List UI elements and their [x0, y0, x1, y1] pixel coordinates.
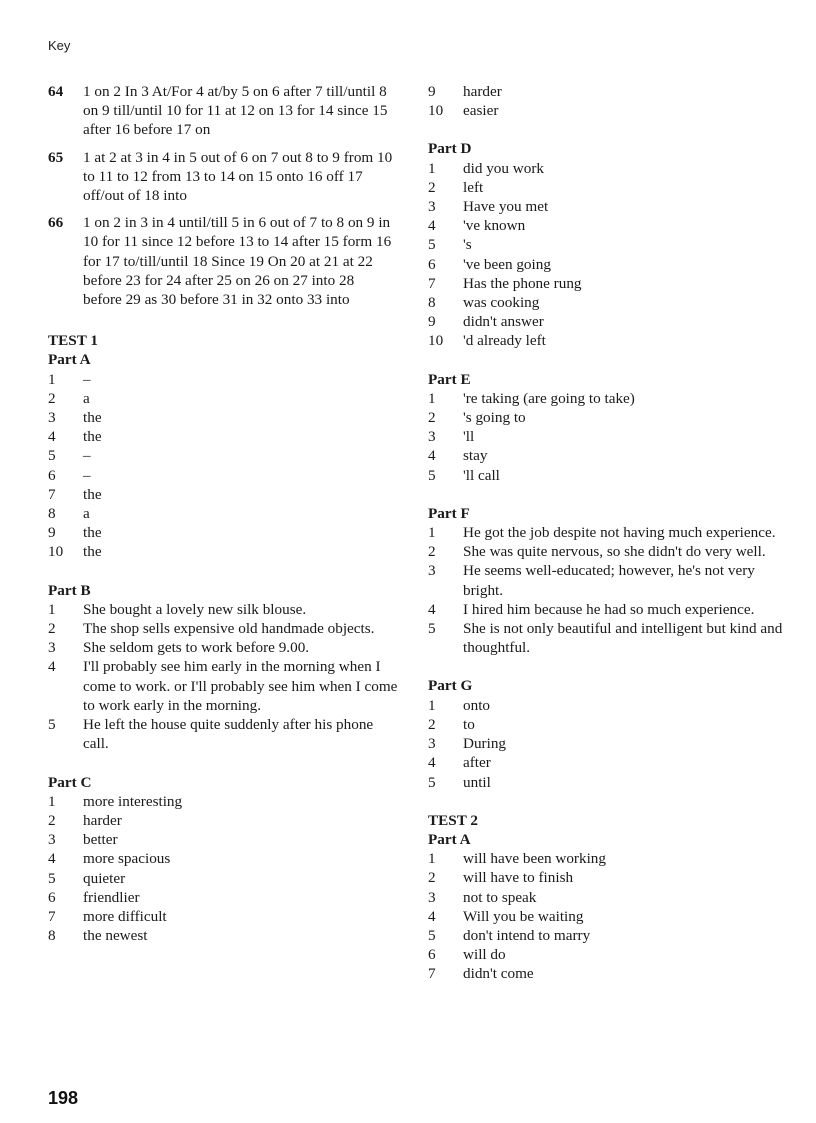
part-title: Part A [428, 830, 471, 848]
item-answer: 're taking (are going to take) [463, 389, 635, 407]
list-item [428, 868, 788, 887]
list-item [428, 600, 788, 619]
list-item [48, 715, 398, 753]
exercise-66 [48, 213, 398, 309]
item-answer: a [83, 389, 90, 407]
item-number: 3 [428, 198, 436, 216]
part-title: Part D [428, 140, 472, 158]
item-answer: didn't come [463, 965, 534, 983]
item-answer: During [463, 735, 507, 753]
item-answer: – [83, 466, 91, 484]
exercise-64 [48, 82, 398, 140]
list-item [48, 370, 398, 389]
item-answer: better [83, 831, 118, 849]
list-item [428, 734, 788, 753]
item-number: 4 [428, 600, 436, 618]
list-item [48, 504, 398, 523]
item-number: 4 [48, 658, 56, 676]
list-item [48, 811, 398, 830]
right-column [428, 82, 788, 1003]
item-number: 3 [428, 562, 436, 580]
list-item [428, 523, 788, 542]
item-number: 3 [428, 735, 436, 753]
test1-part-d [428, 139, 788, 350]
test1-part-f [428, 504, 788, 658]
list-item [48, 408, 398, 427]
list-item [48, 792, 398, 811]
test2-part-a [428, 830, 788, 984]
item-number: 4 [428, 217, 436, 235]
item-number: 1 [48, 600, 56, 618]
item-answer: to [463, 715, 475, 733]
list-item [428, 926, 788, 945]
item-number: 5 [48, 869, 56, 887]
list-item [428, 274, 788, 293]
page-number: 198 [48, 1088, 79, 1108]
item-answer: the newest [83, 927, 148, 945]
list-item [48, 869, 398, 888]
item-number: 5 [428, 236, 436, 254]
item-number: 4 [428, 447, 436, 465]
item-answer: not to speak [463, 888, 537, 906]
item-number: 1 [428, 159, 436, 177]
item-answer: 's going to [463, 409, 526, 427]
list-item [428, 849, 788, 868]
item-answer: harder [83, 811, 122, 829]
list-item [428, 82, 788, 101]
item-number: 1 [428, 850, 436, 868]
item-answer: She is not only beautiful and intelligent but kind and thoughtful. [463, 620, 783, 657]
exercise-answers: 1 on 2 in 3 in 4 until/till 5 in 6 out of 7 to 8 on 9 in 10 for 11 since 12 before 13 to 14 after 15 form 16 for 17 to/till/until 18 Since 19 On 20 at 21 at 22 before 23 for 24 after 25 on 26 on 27 into 28 before 29 as 30 before 31 in 32 onto 33 into [83, 214, 392, 309]
item-answer: Have you met [463, 198, 549, 216]
list-item [428, 389, 788, 408]
item-number: 2 [48, 811, 56, 829]
item-answer: until [463, 773, 491, 791]
list-item [48, 542, 398, 561]
item-number: 9 [428, 313, 436, 331]
part-title: Part E [428, 370, 471, 388]
list-item [428, 331, 788, 350]
item-answer: harder [463, 83, 502, 100]
test1-part-b [48, 581, 398, 754]
item-number: 1 [48, 792, 56, 810]
item-answer: He seems well-educated; however, he's not very bright. [463, 562, 755, 599]
item-number: 3 [48, 639, 56, 657]
list-item [48, 466, 398, 485]
item-number: 9 [428, 83, 436, 100]
item-number: 4 [48, 850, 56, 868]
item-answer: more spacious [83, 850, 171, 868]
test1-part-e [428, 370, 788, 485]
item-answer: left [463, 178, 484, 196]
list-item [48, 600, 398, 619]
item-answer: Will you be waiting [463, 907, 584, 925]
item-answer: friendlier [83, 888, 140, 906]
running-header: Key [48, 38, 71, 53]
item-number: 5 [428, 466, 436, 484]
list-item [48, 926, 398, 945]
test1-part-c [48, 773, 398, 946]
list-item [48, 523, 398, 542]
item-number: 1 [48, 370, 56, 388]
test1-part-g [428, 676, 788, 791]
item-answer: 've been going [463, 255, 551, 273]
list-item [48, 485, 398, 504]
list-item [428, 235, 788, 254]
list-item [428, 408, 788, 427]
list-item [48, 657, 398, 715]
item-number: 7 [428, 965, 436, 983]
exercise-number: 65 [48, 148, 64, 166]
item-number: 9 [48, 524, 56, 542]
list-item [48, 446, 398, 465]
list-item [428, 964, 788, 983]
item-answer: – [83, 370, 91, 388]
left-column [48, 82, 398, 964]
list-item [428, 312, 788, 331]
list-item [428, 945, 788, 964]
item-answer: onto [463, 696, 491, 714]
item-answer: 'll [463, 428, 475, 446]
item-number: 7 [48, 907, 56, 925]
item-number: 2 [428, 409, 436, 427]
list-item [428, 715, 788, 734]
item-answer: a [83, 505, 90, 523]
item-number: 2 [428, 543, 436, 561]
test-2-title: TEST 2 [428, 811, 478, 829]
exercise-answers: 1 on 2 In 3 At/For 4 at/by 5 on 6 after 7 till/until 8 on 9 till/until 10 for 11 at 12 on 13 for 14 since 15 after 16 before 17 on [83, 83, 388, 139]
item-answer: don't intend to marry [463, 926, 591, 944]
item-number: 6 [48, 888, 56, 906]
item-number: 1 [428, 696, 436, 714]
item-number: 10 [48, 543, 64, 561]
test1-part-c-continued [428, 82, 788, 120]
item-number: 1 [428, 389, 436, 407]
item-answer: the [83, 485, 102, 503]
item-number: 6 [48, 466, 56, 484]
item-number: 5 [48, 447, 56, 465]
part-title: Part A [48, 351, 91, 369]
list-item [48, 849, 398, 868]
item-number: 7 [428, 274, 436, 292]
item-answer: will have been working [463, 850, 606, 868]
item-answer: the [83, 524, 102, 542]
item-answer: – [83, 447, 91, 465]
item-answer: after [463, 754, 491, 772]
item-number: 3 [428, 888, 436, 906]
list-item [428, 696, 788, 715]
list-item [428, 773, 788, 792]
item-number: 6 [428, 946, 436, 964]
part-title: Part C [48, 773, 92, 791]
list-item [48, 619, 398, 638]
item-answer: She was quite nervous, so she didn't do very well. [463, 543, 766, 561]
list-item [428, 427, 788, 446]
item-answer: He left the house quite suddenly after his phone call. [83, 716, 374, 753]
item-answer: will have to finish [463, 869, 574, 887]
list-item [428, 561, 788, 599]
list-item [48, 389, 398, 408]
list-item [428, 888, 788, 907]
item-answer: the [83, 543, 102, 561]
list-item [48, 638, 398, 657]
list-item [48, 907, 398, 926]
item-number: 5 [428, 926, 436, 944]
item-number: 8 [48, 505, 56, 523]
item-answer: She seldom gets to work before 9.00. [83, 639, 310, 657]
item-number: 8 [428, 294, 436, 312]
part-title: Part F [428, 504, 470, 522]
item-answer: 'd already left [463, 332, 546, 350]
list-item [428, 216, 788, 235]
list-item [428, 753, 788, 772]
item-answer: Has the phone rung [463, 274, 582, 292]
item-number: 1 [428, 524, 436, 542]
item-number: 10 [428, 332, 444, 350]
item-number: 5 [48, 716, 56, 734]
list-item [48, 888, 398, 907]
exercise-number: 66 [48, 214, 64, 232]
item-answer: didn't answer [463, 313, 544, 331]
item-number: 3 [428, 428, 436, 446]
item-answer: He got the job despite not having much experience. [463, 524, 776, 542]
list-item [428, 619, 788, 657]
item-number: 4 [48, 428, 56, 446]
list-item [428, 466, 788, 485]
item-answer: was cooking [463, 294, 540, 312]
item-number: 7 [48, 485, 56, 503]
test1-part-a [48, 350, 398, 561]
item-answer: quieter [83, 869, 126, 887]
item-number: 8 [48, 927, 56, 945]
item-answer: The shop sells expensive old handmade objects. [83, 620, 375, 638]
item-number: 5 [428, 773, 436, 791]
list-item [428, 101, 788, 120]
item-answer: stay [463, 447, 488, 465]
list-item [428, 542, 788, 561]
item-number: 4 [428, 907, 436, 925]
list-item [428, 178, 788, 197]
item-number: 5 [428, 620, 436, 638]
item-answer: I'll probably see him early in the morning when I come to work. or I'll probably see him when I come to work early in the morning. [83, 658, 398, 714]
list-item [428, 293, 788, 312]
list-item [428, 159, 788, 178]
item-number: 3 [48, 831, 56, 849]
item-answer: did you work [463, 159, 544, 177]
item-answer: I hired him because he had so much experience. [463, 600, 755, 618]
item-answer: will do [463, 946, 506, 964]
list-item [428, 197, 788, 216]
item-number: 6 [428, 255, 436, 273]
item-number: 3 [48, 409, 56, 427]
item-number: 2 [48, 389, 56, 407]
part-title: Part B [48, 581, 91, 599]
item-answer: the [83, 428, 102, 446]
test-1-title: TEST 1 [48, 332, 98, 350]
item-number: 4 [428, 754, 436, 772]
list-item [48, 830, 398, 849]
item-answer: 'll call [463, 466, 500, 484]
item-number: 2 [428, 178, 436, 196]
item-answer: She bought a lovely new silk blouse. [83, 600, 307, 618]
item-answer: more interesting [83, 792, 183, 810]
item-answer: easier [463, 102, 499, 120]
list-item [428, 907, 788, 926]
item-number: 2 [428, 869, 436, 887]
item-answer: 's [463, 236, 472, 254]
list-item [48, 427, 398, 446]
part-title: Part G [428, 677, 473, 695]
list-item [428, 255, 788, 274]
item-answer: the [83, 409, 102, 427]
item-number: 2 [48, 620, 56, 638]
list-item [428, 446, 788, 465]
item-number: 2 [428, 715, 436, 733]
exercise-answers: 1 at 2 at 3 in 4 in 5 out of 6 on 7 out 8 to 9 from 10 to 11 to 12 from 13 to 14 on 15 onto 16 off 17 off/out of 18 into [83, 148, 393, 205]
exercise-65 [48, 148, 398, 206]
item-answer: more difficult [83, 907, 167, 925]
item-answer: 've known [463, 217, 526, 235]
item-number: 10 [428, 102, 444, 120]
exercise-number: 64 [48, 83, 64, 100]
